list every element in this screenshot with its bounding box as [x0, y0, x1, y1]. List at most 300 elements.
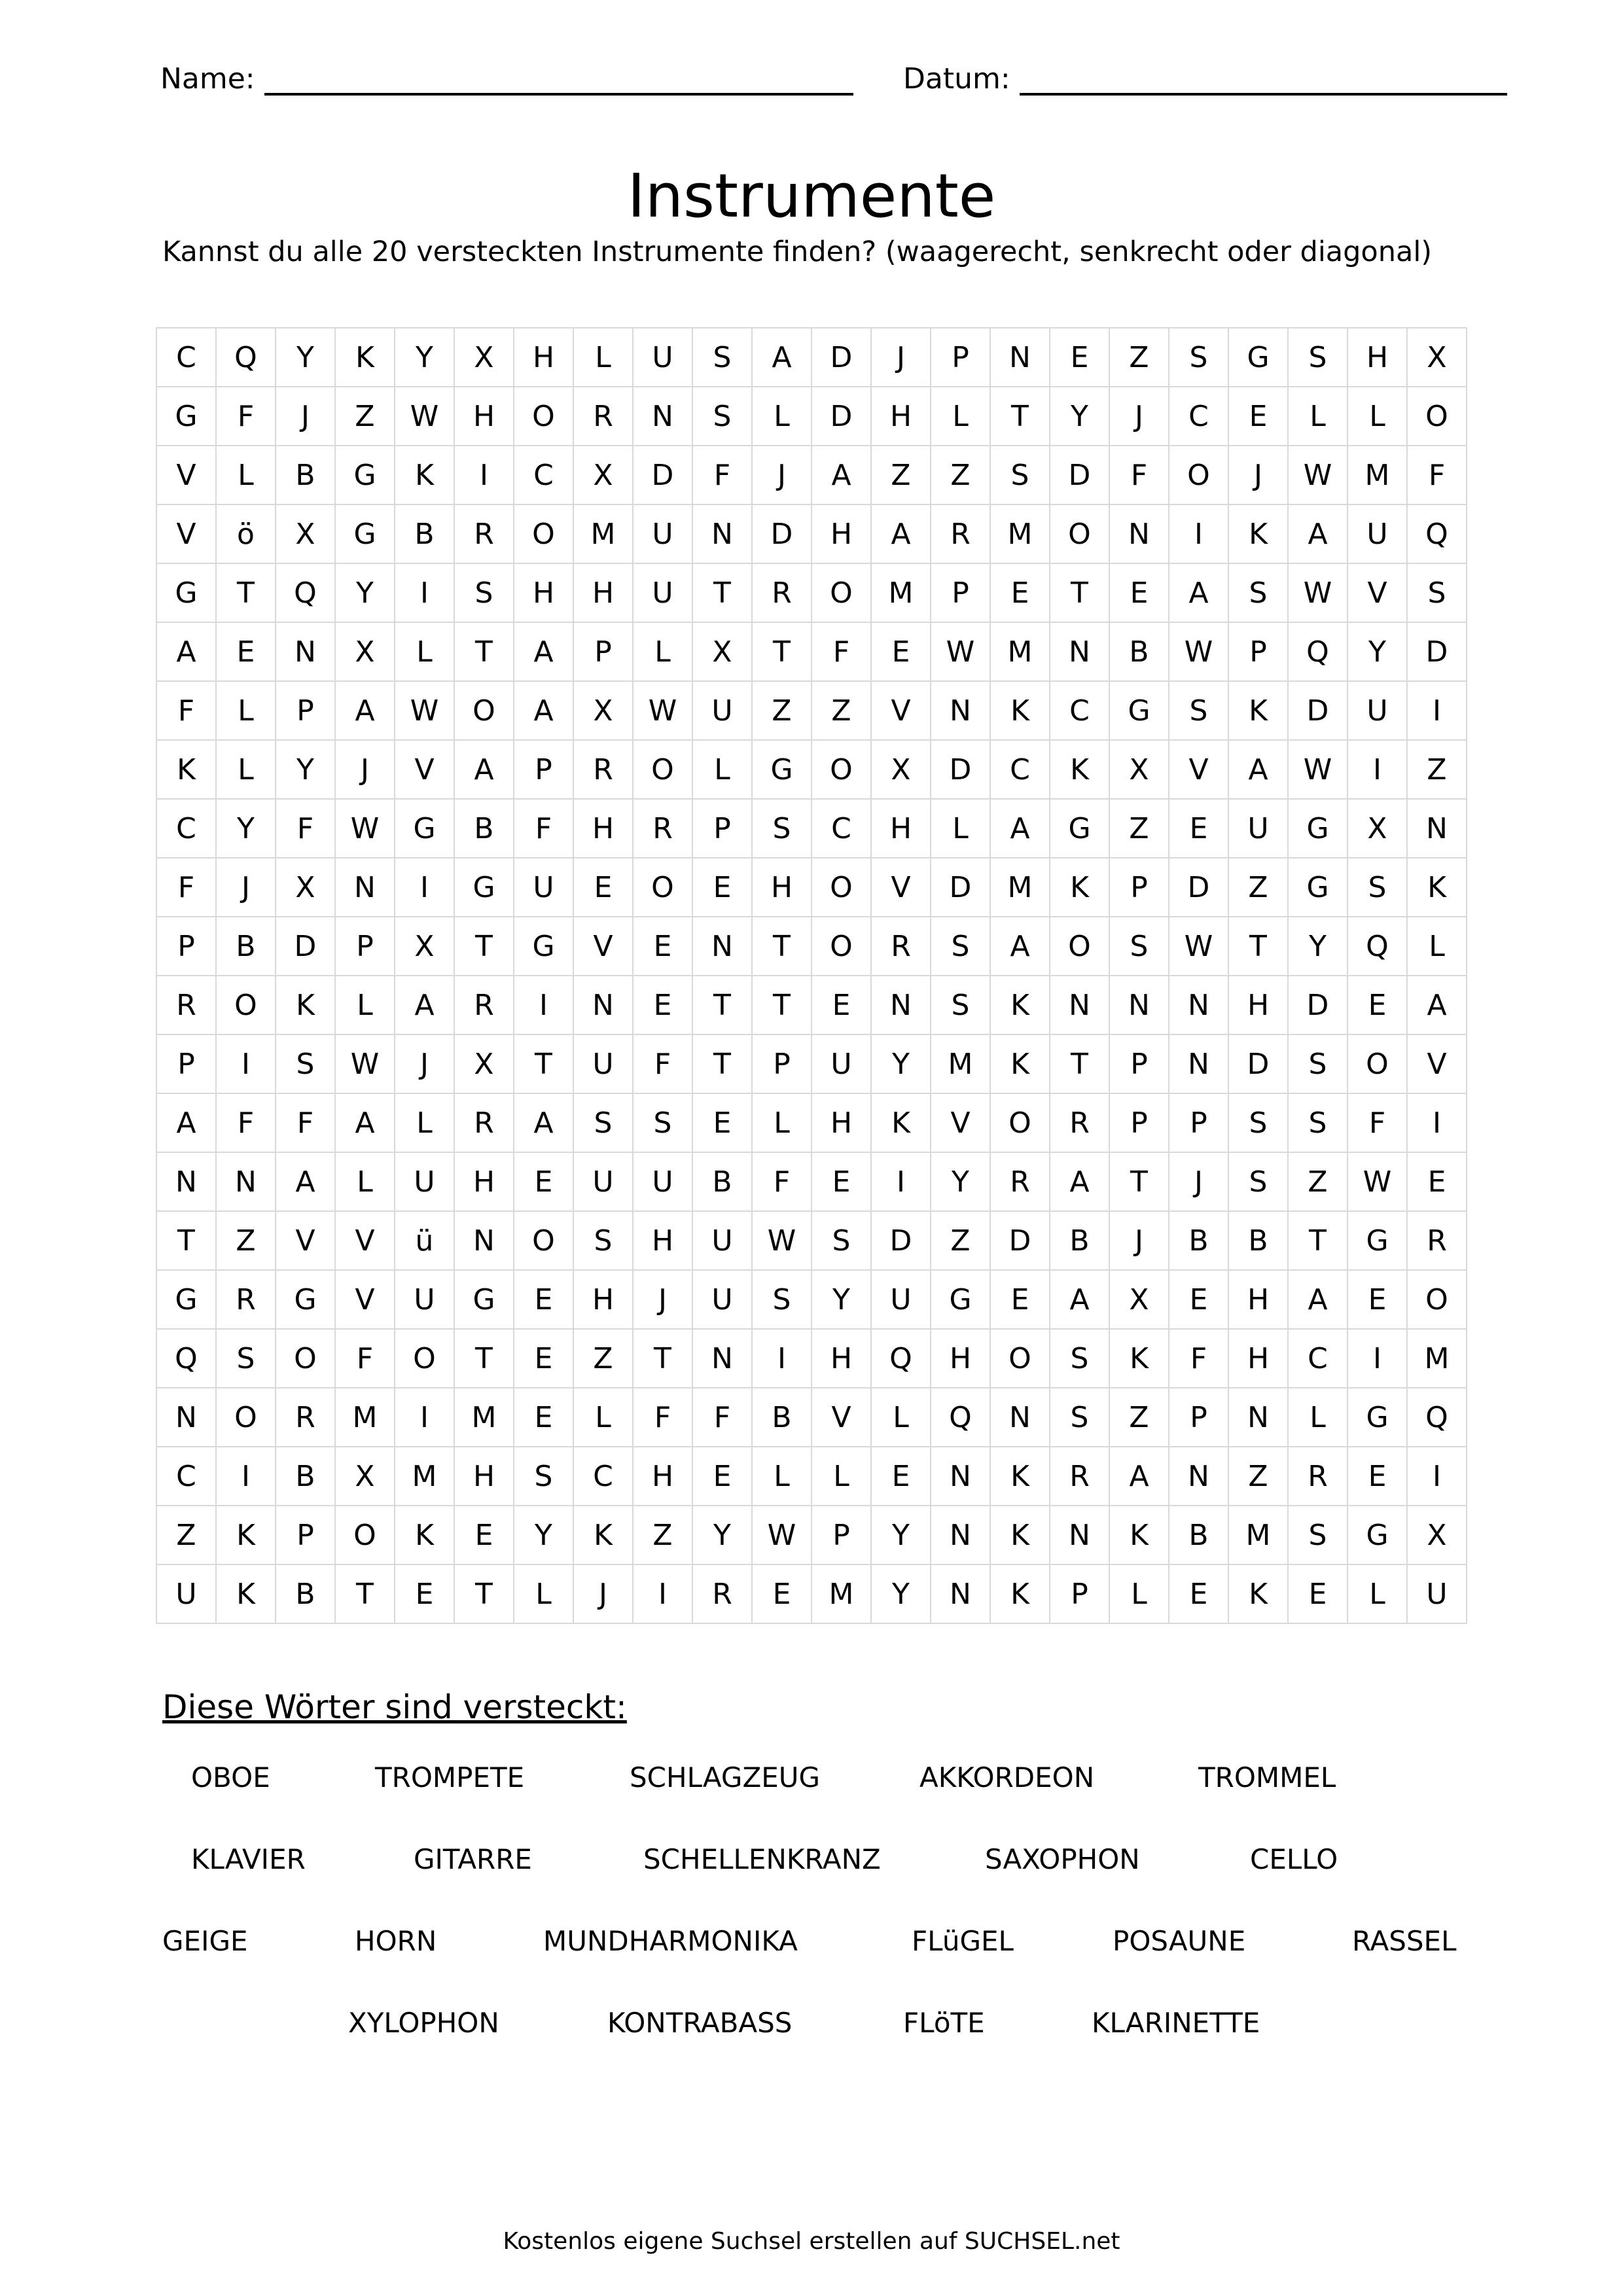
grid-cell[interactable]: S [812, 1211, 871, 1270]
grid-cell[interactable]: E [1169, 1270, 1228, 1329]
grid-cell[interactable]: W [335, 1034, 395, 1093]
grid-cell[interactable]: S [1050, 1329, 1109, 1388]
grid-cell[interactable]: S [990, 446, 1050, 504]
grid-cell[interactable]: H [752, 858, 812, 917]
grid-cell[interactable]: W [931, 622, 990, 681]
grid-cell[interactable]: U [1347, 504, 1407, 563]
grid-cell[interactable]: A [1169, 563, 1228, 622]
grid-cell[interactable]: O [633, 740, 692, 799]
grid-cell[interactable]: U [812, 1034, 871, 1093]
grid-cell[interactable]: C [1288, 1329, 1347, 1388]
grid-cell[interactable]: O [276, 1329, 335, 1388]
grid-cell[interactable]: H [633, 1211, 692, 1270]
grid-cell[interactable]: B [276, 1447, 335, 1506]
grid-cell[interactable]: T [454, 622, 514, 681]
grid-cell[interactable]: T [752, 622, 812, 681]
grid-cell[interactable]: G [335, 446, 395, 504]
grid-cell[interactable]: U [692, 681, 752, 740]
grid-cell[interactable]: U [692, 1211, 752, 1270]
grid-cell[interactable]: L [1288, 387, 1347, 446]
grid-cell[interactable]: O [514, 1211, 573, 1270]
grid-cell[interactable]: S [1288, 1034, 1347, 1093]
grid-cell[interactable]: I [1169, 504, 1228, 563]
grid-cell[interactable]: P [335, 917, 395, 976]
grid-cell[interactable]: Y [216, 799, 276, 858]
grid-cell[interactable]: G [1288, 858, 1347, 917]
grid-cell[interactable]: P [1109, 1093, 1169, 1152]
grid-cell[interactable]: P [1169, 1388, 1228, 1447]
grid-cell[interactable]: H [573, 1270, 633, 1329]
grid-cell[interactable]: A [1407, 976, 1467, 1034]
grid-cell[interactable]: P [514, 740, 573, 799]
grid-cell[interactable]: L [395, 1093, 454, 1152]
grid-cell[interactable]: S [216, 1329, 276, 1388]
grid-cell[interactable]: X [871, 740, 931, 799]
grid-cell[interactable]: R [454, 976, 514, 1034]
grid-cell[interactable]: S [1109, 917, 1169, 976]
grid-cell[interactable]: A [514, 622, 573, 681]
grid-cell[interactable]: J [573, 1564, 633, 1623]
grid-cell[interactable]: F [335, 1329, 395, 1388]
grid-cell[interactable]: K [990, 1034, 1050, 1093]
grid-cell[interactable]: V [1407, 1034, 1467, 1093]
grid-cell[interactable]: N [931, 1506, 990, 1564]
grid-cell[interactable]: Y [871, 1034, 931, 1093]
grid-cell[interactable]: W [752, 1506, 812, 1564]
grid-cell[interactable]: K [990, 1506, 1050, 1564]
grid-cell[interactable]: M [990, 622, 1050, 681]
grid-cell[interactable]: S [752, 1270, 812, 1329]
grid-cell[interactable]: D [1288, 976, 1347, 1034]
grid-cell[interactable]: P [1228, 622, 1288, 681]
grid-cell[interactable]: J [1109, 387, 1169, 446]
grid-cell[interactable]: A [276, 1152, 335, 1211]
grid-cell[interactable]: Z [931, 446, 990, 504]
grid-cell[interactable]: U [1228, 799, 1288, 858]
grid-cell[interactable]: T [335, 1564, 395, 1623]
grid-cell[interactable]: G [156, 1270, 216, 1329]
grid-cell[interactable]: M [1228, 1506, 1288, 1564]
grid-cell[interactable]: D [812, 328, 871, 387]
grid-cell[interactable]: A [454, 740, 514, 799]
grid-cell[interactable]: X [1407, 328, 1467, 387]
grid-cell[interactable]: X [335, 1447, 395, 1506]
grid-cell[interactable]: E [871, 622, 931, 681]
grid-cell[interactable]: T [454, 1564, 514, 1623]
grid-cell[interactable]: C [156, 799, 216, 858]
grid-cell[interactable]: O [812, 858, 871, 917]
grid-cell[interactable]: L [752, 1447, 812, 1506]
grid-cell[interactable]: K [990, 681, 1050, 740]
grid-cell[interactable]: M [573, 504, 633, 563]
grid-cell[interactable]: L [752, 387, 812, 446]
grid-cell[interactable]: G [335, 504, 395, 563]
grid-cell[interactable]: E [692, 858, 752, 917]
grid-cell[interactable]: A [812, 446, 871, 504]
grid-cell[interactable]: E [1228, 387, 1288, 446]
grid-cell[interactable]: G [1288, 799, 1347, 858]
grid-cell[interactable]: X [1109, 740, 1169, 799]
grid-cell[interactable]: T [692, 1034, 752, 1093]
grid-cell[interactable]: S [1288, 1093, 1347, 1152]
grid-cell[interactable]: I [216, 1447, 276, 1506]
grid-cell[interactable]: P [276, 1506, 335, 1564]
grid-cell[interactable]: S [1347, 858, 1407, 917]
grid-cell[interactable]: S [514, 1447, 573, 1506]
grid-cell[interactable]: A [156, 1093, 216, 1152]
grid-cell[interactable]: K [1228, 504, 1288, 563]
grid-cell[interactable]: O [454, 681, 514, 740]
grid-cell[interactable]: V [395, 740, 454, 799]
grid-cell[interactable]: R [752, 563, 812, 622]
grid-cell[interactable]: M [812, 1564, 871, 1623]
grid-cell[interactable]: L [514, 1564, 573, 1623]
grid-cell[interactable]: Z [573, 1329, 633, 1388]
grid-cell[interactable]: S [573, 1093, 633, 1152]
grid-cell[interactable]: U [692, 1270, 752, 1329]
grid-cell[interactable]: V [871, 858, 931, 917]
grid-cell[interactable]: S [752, 799, 812, 858]
grid-cell[interactable]: F [752, 1152, 812, 1211]
grid-cell[interactable]: J [216, 858, 276, 917]
grid-cell[interactable]: E [514, 1388, 573, 1447]
grid-cell[interactable]: K [335, 328, 395, 387]
grid-cell[interactable]: D [1288, 681, 1347, 740]
grid-cell[interactable]: T [216, 563, 276, 622]
grid-cell[interactable]: X [1347, 799, 1407, 858]
grid-cell[interactable]: M [990, 858, 1050, 917]
grid-cell[interactable]: V [156, 504, 216, 563]
grid-cell[interactable]: M [931, 1034, 990, 1093]
grid-cell[interactable]: L [335, 1152, 395, 1211]
grid-cell[interactable]: Z [335, 387, 395, 446]
grid-cell[interactable]: L [752, 1093, 812, 1152]
grid-cell[interactable]: D [1050, 446, 1109, 504]
grid-cell[interactable]: Y [1347, 622, 1407, 681]
grid-cell[interactable]: E [692, 1093, 752, 1152]
grid-cell[interactable]: L [216, 740, 276, 799]
grid-cell[interactable]: O [216, 1388, 276, 1447]
grid-cell[interactable]: P [812, 1506, 871, 1564]
grid-cell[interactable]: O [633, 858, 692, 917]
grid-cell[interactable]: J [633, 1270, 692, 1329]
grid-cell[interactable]: P [1169, 1093, 1228, 1152]
grid-cell[interactable]: A [514, 1093, 573, 1152]
grid-cell[interactable]: B [692, 1152, 752, 1211]
grid-cell[interactable]: F [692, 1388, 752, 1447]
grid-cell[interactable]: O [990, 1329, 1050, 1388]
grid-cell[interactable]: K [871, 1093, 931, 1152]
grid-cell[interactable]: R [1050, 1447, 1109, 1506]
grid-cell[interactable]: F [216, 1093, 276, 1152]
grid-cell[interactable]: L [395, 622, 454, 681]
grid-cell[interactable]: M [871, 563, 931, 622]
grid-cell[interactable]: U [156, 1564, 216, 1623]
grid-cell[interactable]: U [871, 1270, 931, 1329]
grid-cell[interactable]: V [156, 446, 216, 504]
grid-cell[interactable]: G [514, 917, 573, 976]
grid-cell[interactable]: S [692, 387, 752, 446]
grid-cell[interactable]: O [812, 740, 871, 799]
grid-cell[interactable]: C [812, 799, 871, 858]
grid-cell[interactable]: P [931, 563, 990, 622]
grid-cell[interactable]: Z [931, 1211, 990, 1270]
grid-cell[interactable]: X [573, 681, 633, 740]
grid-cell[interactable]: S [931, 917, 990, 976]
grid-cell[interactable]: B [1228, 1211, 1288, 1270]
grid-cell[interactable]: G [1347, 1211, 1407, 1270]
grid-cell[interactable]: B [276, 1564, 335, 1623]
grid-cell[interactable]: N [1050, 1506, 1109, 1564]
grid-cell[interactable]: I [752, 1329, 812, 1388]
grid-cell[interactable]: I [871, 1152, 931, 1211]
grid-cell[interactable]: Y [871, 1506, 931, 1564]
grid-cell[interactable]: O [1169, 446, 1228, 504]
grid-cell[interactable]: Y [1050, 387, 1109, 446]
grid-cell[interactable]: Z [1109, 1388, 1169, 1447]
grid-cell[interactable]: G [752, 740, 812, 799]
grid-cell[interactable]: H [812, 1093, 871, 1152]
grid-cell[interactable]: I [395, 1388, 454, 1447]
grid-cell[interactable]: E [1169, 1564, 1228, 1623]
grid-cell[interactable]: A [1288, 1270, 1347, 1329]
grid-cell[interactable]: U [633, 1152, 692, 1211]
grid-cell[interactable]: D [812, 387, 871, 446]
grid-cell[interactable]: E [514, 1329, 573, 1388]
grid-cell[interactable]: T [692, 563, 752, 622]
grid-cell[interactable]: G [276, 1270, 335, 1329]
grid-cell[interactable]: U [1347, 681, 1407, 740]
grid-cell[interactable]: U [514, 858, 573, 917]
grid-cell[interactable]: F [692, 446, 752, 504]
grid-cell[interactable]: A [1050, 1152, 1109, 1211]
grid-cell[interactable]: U [395, 1270, 454, 1329]
grid-cell[interactable]: R [276, 1388, 335, 1447]
grid-cell[interactable]: V [276, 1211, 335, 1270]
grid-cell[interactable]: W [1169, 917, 1228, 976]
grid-cell[interactable]: B [1169, 1211, 1228, 1270]
grid-cell[interactable]: L [871, 1388, 931, 1447]
grid-cell[interactable]: B [1169, 1506, 1228, 1564]
grid-cell[interactable]: H [454, 387, 514, 446]
grid-cell[interactable]: O [990, 1093, 1050, 1152]
grid-cell[interactable]: Y [812, 1270, 871, 1329]
grid-cell[interactable]: N [216, 1152, 276, 1211]
grid-cell[interactable]: N [454, 1211, 514, 1270]
grid-cell[interactable]: L [1288, 1388, 1347, 1447]
grid-cell[interactable]: M [454, 1388, 514, 1447]
grid-cell[interactable]: N [1050, 976, 1109, 1034]
grid-cell[interactable]: U [573, 1152, 633, 1211]
grid-cell[interactable]: I [1347, 1329, 1407, 1388]
grid-cell[interactable]: Z [156, 1506, 216, 1564]
grid-cell[interactable]: D [931, 858, 990, 917]
grid-cell[interactable]: R [454, 1093, 514, 1152]
grid-cell[interactable]: O [1050, 504, 1109, 563]
grid-cell[interactable]: Q [931, 1388, 990, 1447]
grid-cell[interactable]: M [1347, 446, 1407, 504]
grid-cell[interactable]: S [1169, 328, 1228, 387]
grid-cell[interactable]: N [1169, 976, 1228, 1034]
grid-cell[interactable]: F [1347, 1093, 1407, 1152]
grid-cell[interactable]: E [514, 1152, 573, 1211]
grid-cell[interactable]: N [1228, 1388, 1288, 1447]
grid-cell[interactable]: E [1347, 1447, 1407, 1506]
grid-cell[interactable]: U [395, 1152, 454, 1211]
grid-cell[interactable]: L [633, 622, 692, 681]
grid-cell[interactable]: X [1109, 1270, 1169, 1329]
grid-cell[interactable]: L [573, 328, 633, 387]
grid-cell[interactable]: W [1288, 446, 1347, 504]
grid-cell[interactable]: U [633, 504, 692, 563]
grid-cell[interactable]: M [990, 504, 1050, 563]
grid-cell[interactable]: C [990, 740, 1050, 799]
grid-cell[interactable]: M [1407, 1329, 1467, 1388]
grid-cell[interactable]: H [454, 1447, 514, 1506]
grid-cell[interactable]: J [395, 1034, 454, 1093]
grid-cell[interactable]: H [812, 1329, 871, 1388]
grid-cell[interactable]: P [692, 799, 752, 858]
grid-cell[interactable]: O [812, 563, 871, 622]
grid-cell[interactable]: H [633, 1447, 692, 1506]
grid-cell[interactable]: N [1109, 976, 1169, 1034]
grid-cell[interactable]: E [1169, 799, 1228, 858]
grid-cell[interactable]: P [1050, 1564, 1109, 1623]
grid-cell[interactable]: G [454, 1270, 514, 1329]
grid-cell[interactable]: A [752, 328, 812, 387]
grid-cell[interactable]: N [692, 1329, 752, 1388]
grid-cell[interactable]: W [1288, 740, 1347, 799]
grid-cell[interactable]: E [633, 976, 692, 1034]
grid-cell[interactable]: N [573, 976, 633, 1034]
grid-cell[interactable]: H [514, 563, 573, 622]
grid-cell[interactable]: L [216, 681, 276, 740]
grid-cell[interactable]: A [1228, 740, 1288, 799]
grid-cell[interactable]: Y [514, 1506, 573, 1564]
grid-cell[interactable]: V [335, 1211, 395, 1270]
grid-cell[interactable]: E [990, 1270, 1050, 1329]
grid-cell[interactable]: A [156, 622, 216, 681]
grid-cell[interactable]: Y [871, 1564, 931, 1623]
grid-cell[interactable]: F [276, 1093, 335, 1152]
grid-cell[interactable]: X [1407, 1506, 1467, 1564]
grid-cell[interactable]: A [335, 681, 395, 740]
grid-cell[interactable]: P [156, 917, 216, 976]
grid-cell[interactable]: H [1228, 1329, 1288, 1388]
grid-cell[interactable]: E [1347, 1270, 1407, 1329]
grid-cell[interactable]: T [454, 917, 514, 976]
grid-cell[interactable]: S [1288, 328, 1347, 387]
grid-cell[interactable]: N [871, 976, 931, 1034]
grid-cell[interactable]: H [1228, 976, 1288, 1034]
grid-cell[interactable]: K [573, 1506, 633, 1564]
grid-cell[interactable]: H [1347, 328, 1407, 387]
grid-cell[interactable]: Z [1109, 328, 1169, 387]
grid-cell[interactable]: X [573, 446, 633, 504]
grid-cell[interactable]: E [990, 563, 1050, 622]
grid-cell[interactable]: D [633, 446, 692, 504]
grid-cell[interactable]: S [633, 1093, 692, 1152]
grid-cell[interactable]: O [1050, 917, 1109, 976]
grid-cell[interactable]: U [633, 563, 692, 622]
grid-cell[interactable]: E [1050, 328, 1109, 387]
grid-cell[interactable]: J [335, 740, 395, 799]
grid-cell[interactable]: G [1109, 681, 1169, 740]
grid-cell[interactable]: K [156, 740, 216, 799]
grid-cell[interactable]: R [454, 504, 514, 563]
grid-cell[interactable]: N [156, 1152, 216, 1211]
grid-cell[interactable]: U [633, 328, 692, 387]
grid-cell[interactable]: V [1347, 563, 1407, 622]
grid-cell[interactable]: E [871, 1447, 931, 1506]
grid-cell[interactable]: G [1050, 799, 1109, 858]
grid-cell[interactable]: I [1347, 740, 1407, 799]
grid-cell[interactable]: F [1407, 446, 1467, 504]
grid-cell[interactable]: X [454, 1034, 514, 1093]
grid-cell[interactable]: Z [1407, 740, 1467, 799]
grid-cell[interactable]: W [1288, 563, 1347, 622]
grid-cell[interactable]: W [1347, 1152, 1407, 1211]
grid-cell[interactable]: I [395, 858, 454, 917]
grid-cell[interactable]: D [1228, 1034, 1288, 1093]
grid-cell[interactable]: T [1228, 917, 1288, 976]
grid-cell[interactable]: A [335, 1093, 395, 1152]
grid-cell[interactable]: Q [1407, 504, 1467, 563]
grid-cell[interactable]: Z [1228, 858, 1288, 917]
grid-cell[interactable]: P [1109, 858, 1169, 917]
grid-cell[interactable]: Y [276, 328, 335, 387]
grid-cell[interactable]: T [156, 1211, 216, 1270]
grid-cell[interactable]: D [752, 504, 812, 563]
grid-cell[interactable]: K [1050, 858, 1109, 917]
grid-cell[interactable]: Y [395, 328, 454, 387]
grid-cell[interactable]: J [752, 446, 812, 504]
grid-cell[interactable]: K [1050, 740, 1109, 799]
name-field[interactable] [160, 62, 853, 96]
grid-cell[interactable]: H [812, 504, 871, 563]
grid-cell[interactable]: E [633, 917, 692, 976]
grid-cell[interactable]: N [990, 1388, 1050, 1447]
grid-cell[interactable]: S [1407, 563, 1467, 622]
grid-cell[interactable]: K [216, 1506, 276, 1564]
grid-cell[interactable]: H [931, 1329, 990, 1388]
grid-cell[interactable]: D [990, 1211, 1050, 1270]
grid-cell[interactable]: H [454, 1152, 514, 1211]
grid-cell[interactable]: F [514, 799, 573, 858]
grid-cell[interactable]: R [1407, 1211, 1467, 1270]
grid-cell[interactable]: Y [335, 563, 395, 622]
grid-cell[interactable]: T [692, 976, 752, 1034]
grid-cell[interactable]: K [1228, 1564, 1288, 1623]
grid-cell[interactable]: E [752, 1564, 812, 1623]
grid-cell[interactable]: P [1109, 1034, 1169, 1093]
grid-cell[interactable]: O [1407, 387, 1467, 446]
grid-cell[interactable]: E [812, 976, 871, 1034]
grid-cell[interactable]: C [156, 328, 216, 387]
grid-cell[interactable]: I [454, 446, 514, 504]
grid-cell[interactable]: P [752, 1034, 812, 1093]
grid-cell[interactable]: L [692, 740, 752, 799]
date-field[interactable] [903, 62, 1507, 96]
grid-cell[interactable]: Z [216, 1211, 276, 1270]
grid-cell[interactable]: B [276, 446, 335, 504]
grid-cell[interactable]: O [514, 504, 573, 563]
grid-cell[interactable]: R [573, 740, 633, 799]
grid-cell[interactable]: ü [395, 1211, 454, 1270]
grid-cell[interactable]: X [276, 504, 335, 563]
grid-cell[interactable]: L [1347, 387, 1407, 446]
grid-cell[interactable]: H [871, 387, 931, 446]
